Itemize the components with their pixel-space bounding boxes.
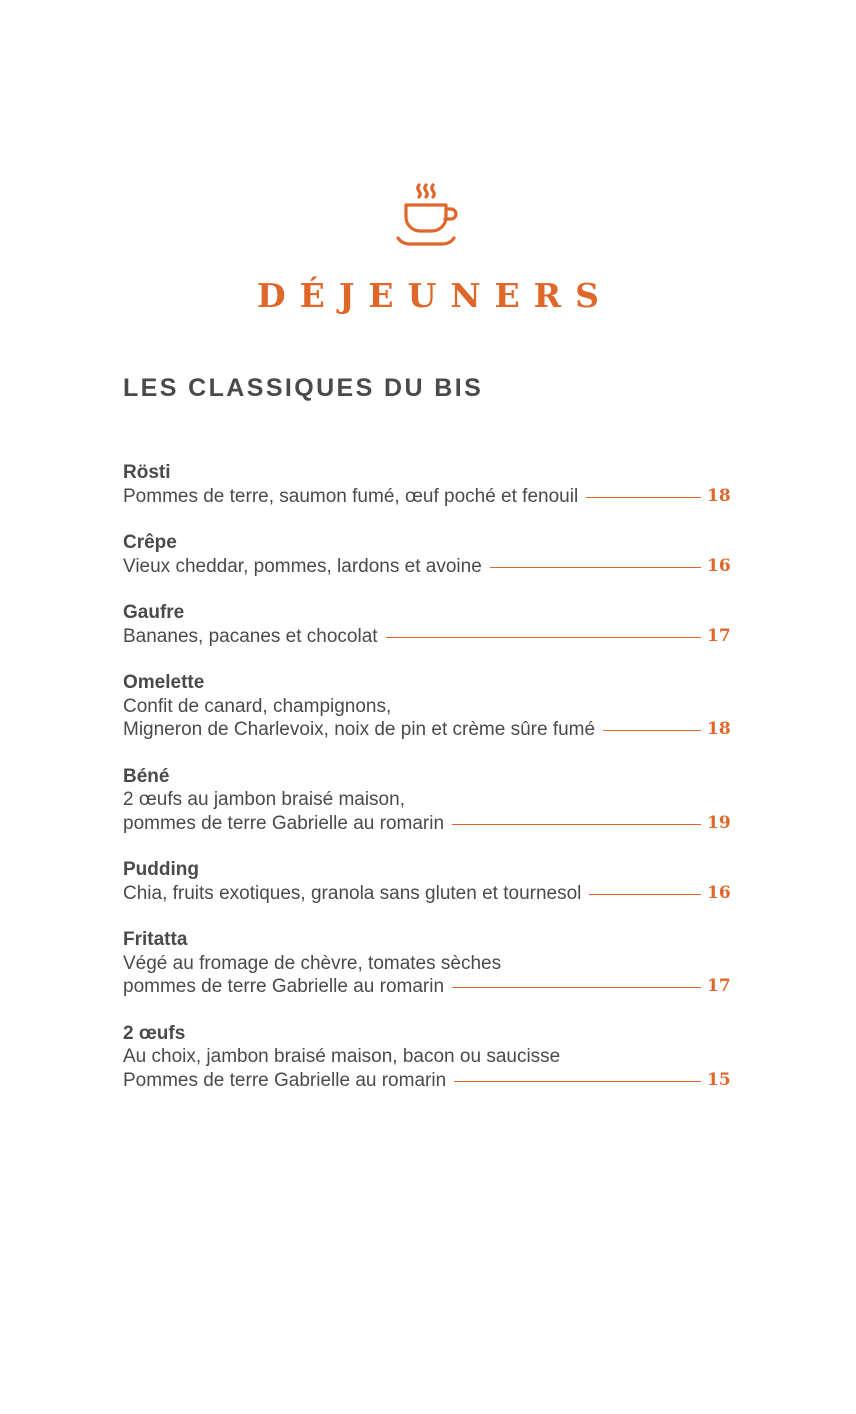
section-title: LES CLASSIQUES DU BIS (123, 374, 484, 402)
menu-item-description: Migneron de Charlevoix, noix de pin et crème sûre fumé (123, 719, 596, 740)
menu-item-description: Vieux cheddar, pommes, lardons et avoine (123, 555, 482, 577)
dot-leader-line (452, 987, 701, 988)
menu-item-price: 15 (707, 1069, 731, 1090)
menu-item-name: 2 œufs (123, 1022, 186, 1044)
menu-item-description: pommes de terre Gabrielle au romarin (123, 812, 445, 834)
menu-item-price: 16 (707, 555, 731, 576)
menu-item (123, 928, 731, 999)
menu-item-description: Confit de canard, champignons, (123, 695, 392, 717)
menu-item-name: Omelette (123, 672, 205, 693)
menu-item-description: Végé au fromage de chèvre, tomates sèches (123, 952, 502, 974)
dot-leader-line (586, 497, 701, 498)
menu-item-price-row (123, 812, 731, 836)
menu-item-name: Fritatta (123, 929, 188, 950)
coffee-cup-icon (395, 181, 461, 247)
dot-leader-line (452, 824, 701, 825)
menu-item-name: Rösti (123, 462, 171, 483)
dot-leader-line (454, 1081, 701, 1082)
menu-item-price: 19 (707, 812, 731, 833)
menu-item-price: 16 (707, 882, 731, 903)
menu-item-name: Gaufre (123, 602, 185, 623)
menu-list (123, 461, 731, 1115)
dot-leader-line (603, 730, 701, 731)
menu-item-description: 2 œufs au jambon braisé maison, (123, 789, 405, 810)
menu-item (123, 461, 731, 508)
menu-item-price-row (123, 1069, 731, 1093)
menu-item-name: Pudding (123, 859, 199, 880)
menu-item-price: 17 (707, 976, 731, 996)
menu-item-price: 17 (707, 625, 731, 646)
menu-item-description: pommes de terre Gabrielle au romarin (123, 976, 445, 997)
menu-item-price-row (123, 718, 731, 742)
menu-item-description: Au choix, jambon braisé maison, bacon ou saucisse (123, 1046, 561, 1067)
menu-item-price: 18 (707, 485, 731, 506)
menu-item-price-row (123, 625, 731, 649)
menu-item-price-row (123, 882, 731, 906)
menu-item-name: Béné (123, 765, 170, 787)
menu-item-name: Crêpe (123, 532, 177, 553)
menu-item-description: Chia, fruits exotiques, granola sans gluten et tournesol (123, 882, 582, 904)
menu-item-price-row (123, 555, 731, 579)
menu-item (123, 601, 731, 648)
menu-item-description: Bananes, pacanes et chocolat (123, 625, 378, 647)
dot-leader-line (490, 567, 701, 568)
menu-item (123, 671, 731, 742)
menu-item-price-row (123, 975, 731, 999)
dot-leader-line (386, 637, 701, 638)
menu-item (123, 531, 731, 578)
dot-leader-line (589, 894, 701, 895)
page-title: DÉJEUNERS (257, 276, 613, 315)
menu-item (123, 1022, 731, 1093)
menu-item-price-row (123, 485, 731, 509)
menu-item-description: Pommes de terre, saumon fumé, œuf poché et fenouil (123, 485, 579, 507)
menu-item-price: 18 (707, 719, 731, 739)
menu-item-description: Pommes de terre Gabrielle au romarin (123, 1069, 447, 1091)
menu-item (123, 765, 731, 836)
menu-item (123, 858, 731, 905)
